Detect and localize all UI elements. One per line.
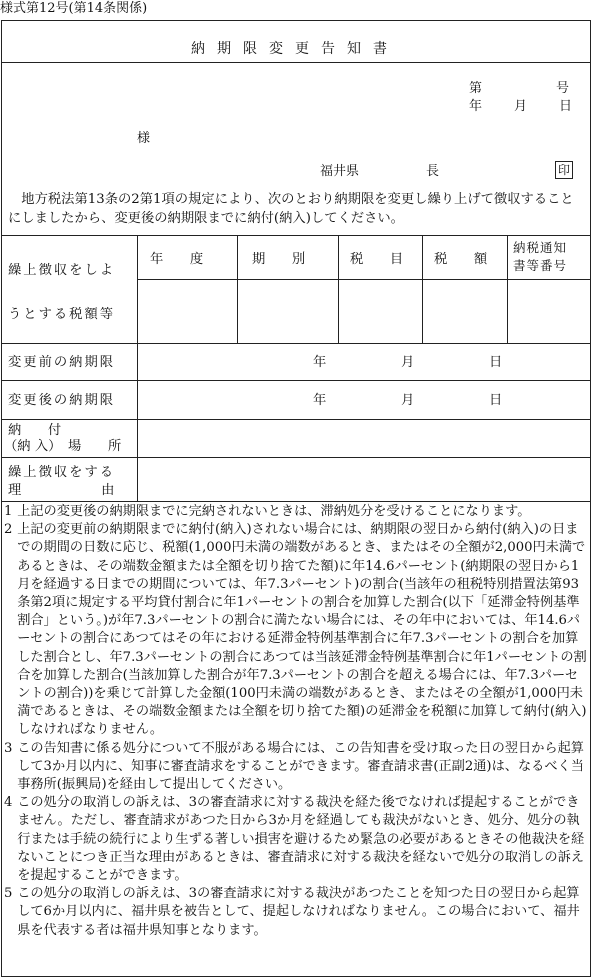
col-divider-1: [237, 235, 238, 343]
after-deadline-label: 変更後の納期限: [8, 393, 116, 408]
reason-label-2: 理 由: [8, 483, 115, 498]
note-item: 1 上記の変更後の納期限までに完納されないときは、滞納処分を受けることになります。: [4, 504, 531, 519]
note-item: 3 この告知書に係る処分について不服がある場合には、この告知書を受け取った日の翌日から起算して3か月以内に、知事に審査請求をすることができます。審査請求書(正副2通)は、なるべく当事務所(振興局)を経由して提出してください。: [4, 740, 584, 793]
col-divider-2: [338, 235, 339, 343]
table-top-border: [2, 235, 590, 236]
note-item: 4 この処分の取消しの訴えは、3の審査請求に対する裁決を経た後でなければ提起することができません。ただし、審査請求があつた日から3か月を経過しても裁決がないとき、処分、処分の執行または手続の続行により生ずる著しい損害を避けるため緊急の必要があるときその他裁決を経ないことにつき正当な理由があるときは、審査請求に対する裁決を経ないで処分の取消しの訴えを提起することができます。: [4, 795, 585, 884]
issuer-prefecture: 福井県: [320, 164, 360, 179]
form-number-label: 様式第12号(第14条関係): [0, 1, 148, 16]
issuer-title: 長: [426, 164, 440, 179]
table-header-divider: [137, 279, 590, 280]
date-day-label: 日: [559, 99, 573, 114]
after-day: 日: [489, 393, 503, 408]
row-divider-2: [2, 380, 590, 381]
before-deadline-label: 変更前の納期限: [8, 355, 116, 370]
col-header-notice-number-1: 納税通知: [513, 240, 568, 255]
reason-label-1: 繰上徴収をする: [8, 465, 116, 480]
intro-paragraph: 地方税法第13条の2第1項の規定により、次のとおり納期限を変更し繰り上げて徴収することにしましたから、変更後の納期限までに納付(納入)してください。: [8, 192, 574, 226]
before-year: 年: [313, 355, 327, 370]
date-month-label: 月: [514, 99, 528, 114]
after-month: 月: [401, 393, 415, 408]
col-header-tax-amount: 税 額: [434, 252, 488, 267]
table-bottom-border: [2, 501, 590, 502]
addressee-suffix: 様: [137, 131, 151, 146]
seal-mark: 印: [555, 161, 573, 179]
after-year: 年: [313, 393, 327, 408]
col-divider-4: [507, 235, 508, 343]
label-column-divider: [137, 235, 138, 501]
number-prefix: 第: [469, 81, 483, 96]
payment-place-label-1: 納 付: [8, 423, 62, 438]
notes-section: [4, 503, 588, 940]
col-header-notice-number-2: 書等番号: [513, 258, 568, 273]
document-title: 納期限変更告知書: [191, 41, 399, 57]
row-divider-4: [2, 457, 590, 458]
col-header-period: 期 別: [252, 252, 306, 267]
title-divider: [2, 62, 590, 63]
note-item: 2 上記の変更前の納期限までに納付(納入)されない場合には、納期限の翌日から納付(納入)の日までの期間の日数に応じ、税額(1,000円未満の端数があるとき、またはその全額が2,000円未満であるときは、その端数金額または全額を切り捨てた額)に年14.6パーセント(納期限の翌日から1月を経過する日までの期間については、年7.3パーセント)の割合(当該年の租税特別措置法第93条第2項に規定する平均貸付割合に年1パーセントの割合を加算した割合(以下「延滞金特例基準割合」という。)が年7.3パーセントの割合に満たない場合には、その年中においては、年14.6パーセントの割合にあつてはその年における延滞金特例基準割合に年7.3パーセントの割合を加算した割合とし、年7.3パーセントの割合にあつては当該延滞金特例基準割合に年1パーセントの割合を加算した割合(当該加算した割合が年7.3パーセントの割合を超える場合には、年7.3パーセントの割合))を乗じて計算した金額(100円未満の端数があるとき、またはその全額が1,000円未満であるときは、その端数金額または全額を切り捨てた額)の延滞金を税額に加算して納付(納入)しなければなりません。: [4, 522, 587, 738]
col-divider-3: [422, 235, 423, 343]
before-month: 月: [401, 355, 415, 370]
col-header-tax-item: 税 目: [350, 252, 404, 267]
row-target-label-2: うとする税額等: [8, 307, 116, 322]
date-year-label: 年: [469, 99, 483, 114]
row-divider-1: [2, 343, 590, 344]
payment-place-label-2: （納 入） 場 所: [4, 439, 122, 454]
number-suffix: 号: [556, 81, 570, 96]
note-item: 5 この処分の取消しの訴えは、3の審査請求に対する裁決があつたことを知つた日の翌日から起算して6か月以内に、福井県を被告として、提起しなければなりません。この場合において、福井県を代表する者は福井県知事となります。: [4, 886, 580, 938]
col-header-fiscal-year: 年 度: [150, 252, 204, 267]
row-divider-3: [2, 419, 590, 420]
row-target-label-1: 繰上徴収をしよ: [8, 263, 116, 278]
before-day: 日: [489, 355, 503, 370]
